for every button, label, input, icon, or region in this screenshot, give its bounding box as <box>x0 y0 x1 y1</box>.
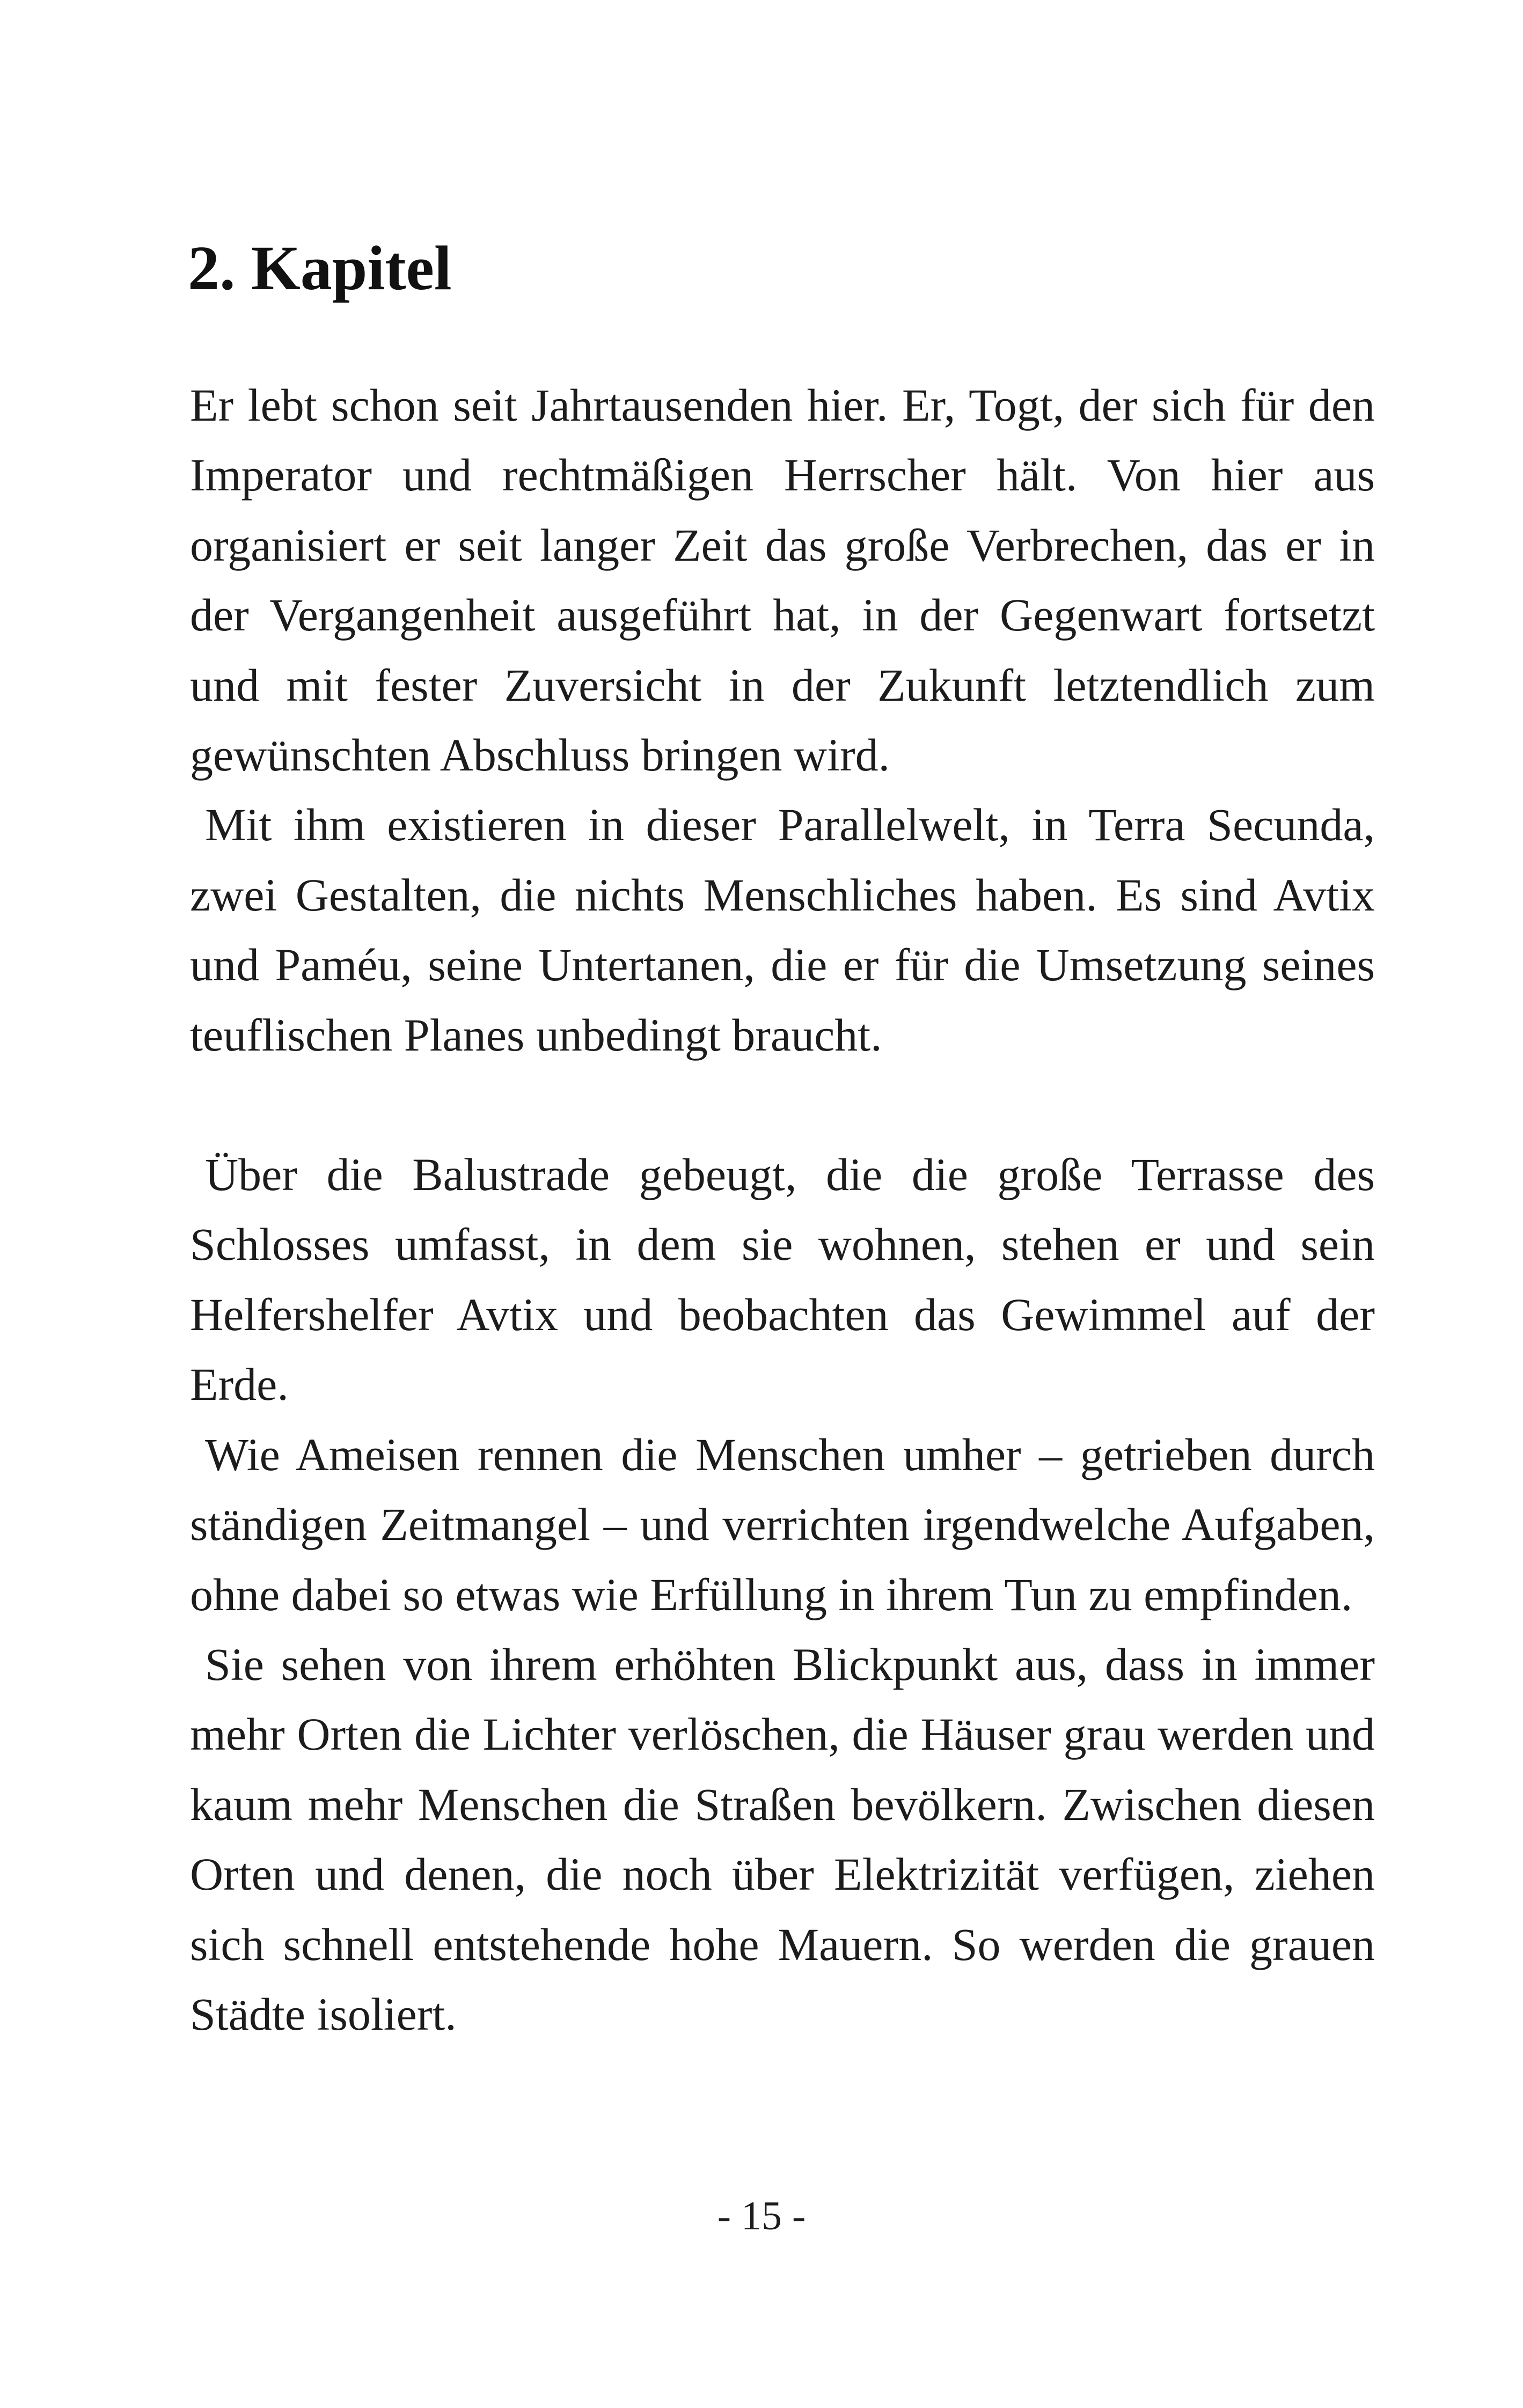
section-break <box>190 1070 1375 1140</box>
page-number: - 15 - <box>717 2193 806 2238</box>
paragraph-4: Wie Ameisen rennen die Menschen umher – getrieben durch ständigen Zeitmangel – und verrichten irgendwelche Aufgaben, ohne dabei so etwas wie Erfüllung in ihrem Tun zu empfinden. <box>190 1428 1375 1620</box>
paragraph-2: Mit ihm existieren in dieser Parallelwelt, in Terra Secunda, zwei Gestalten, die nichts Menschliches haben. Es sind Avtix und Paméu, seine Untertanen, die er für die Umsetzung seines teuflischen Planes unbedingt braucht. <box>190 799 1375 1061</box>
body-text <box>190 370 1375 2049</box>
chapter-title: 2. Kapitel <box>188 233 452 303</box>
paragraph-3: Über die Balustrade gebeugt, die die große Terrasse des Schlosses umfasst, in dem sie wohnen, stehen er und sein Helfershelfer Avtix und beobachten das Gewimmel auf der Erde. <box>190 1149 1375 1411</box>
paragraph-5: Sie sehen von ihrem erhöhten Blickpunkt aus, dass in immer mehr Orten die Lichter verlöschen, die Häuser grau werden und kaum mehr Menschen die Straßen bevölkern. Zwischen diesen Orten und denen, die noch über Elektrizität verfügen, ziehen sich schnell entstehende hohe Mauern. So werden die grauen Städte isoliert. <box>190 1638 1375 2040</box>
paragraph-1: Er lebt schon seit Jahrtausenden hier. Er, Togt, der sich für den Imperator und rechtmäßigen Herrscher hält. Von hier aus organisiert er seit langer Zeit das große Verbrechen, das er in der Vergangenheit ausgeführt hat, in der Gegenwart fortsetzt und mit fester Zuversicht in der Zukunft letztendlich zum gewünschten Abschluss bringen wird. <box>190 379 1375 781</box>
